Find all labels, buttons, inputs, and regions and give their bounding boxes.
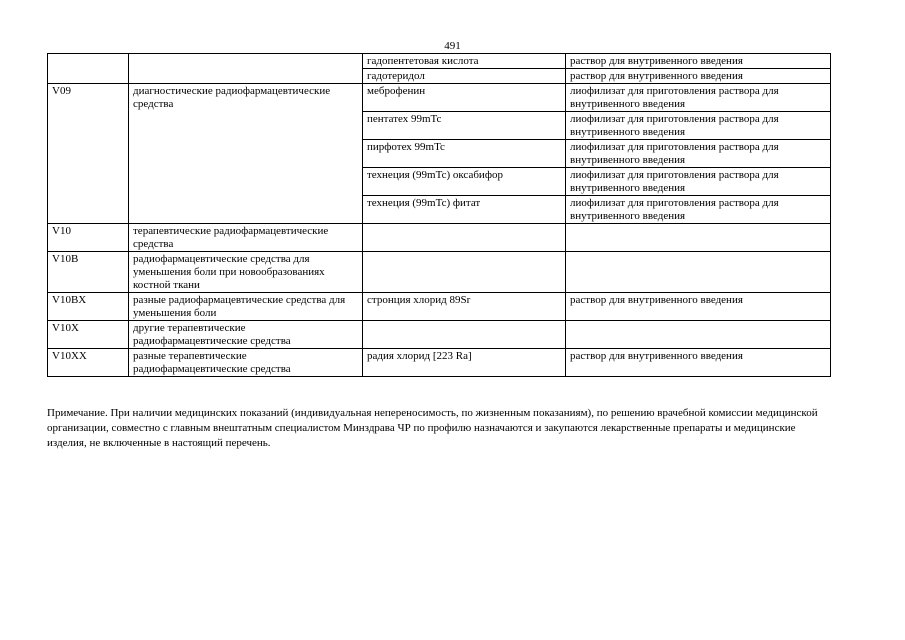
atc-code-cell: V10XX bbox=[48, 349, 129, 377]
table-row bbox=[48, 54, 831, 69]
dosage-form-cell: раствор для внутривенного введения bbox=[566, 349, 831, 377]
drug-name-cell bbox=[363, 252, 566, 293]
table-row bbox=[48, 84, 831, 112]
drug-name-cell: технеция (99mTc) фитат bbox=[363, 196, 566, 224]
table-row bbox=[48, 252, 831, 293]
atc-code-cell: V10 bbox=[48, 224, 129, 252]
dosage-form-cell bbox=[566, 321, 831, 349]
drug-name-cell: технеция (99mTc) оксабифор bbox=[363, 168, 566, 196]
drug-name-cell: пентатех 99mTc bbox=[363, 112, 566, 140]
dosage-form-cell: лиофилизат для приготовления раствора для внутривенного введения bbox=[566, 140, 831, 168]
atc-group-cell: терапевтические радиофармацевтические средства bbox=[129, 224, 363, 252]
table-row bbox=[48, 321, 831, 349]
table-row bbox=[48, 293, 831, 321]
atc-code-cell bbox=[48, 54, 129, 84]
atc-code-cell: V10X bbox=[48, 321, 129, 349]
drug-name-cell bbox=[363, 321, 566, 349]
atc-group-cell: диагностические радиофармацевтические средства bbox=[129, 84, 363, 224]
dosage-form-cell: раствор для внутривенного введения bbox=[566, 69, 831, 84]
atc-group-cell bbox=[129, 54, 363, 84]
drug-name-cell: радия хлорид [223 Ra] bbox=[363, 349, 566, 377]
dosage-form-cell bbox=[566, 224, 831, 252]
drug-name-cell: меброфенин bbox=[363, 84, 566, 112]
dosage-form-cell: раствор для внутривенного введения bbox=[566, 293, 831, 321]
footnote: Примечание. При наличии медицинских показаний (индивидуальная непереносимость, по жизненным показаниям), по решению врачебной комиссии медицинской организации, совместно с главным внештатным специалистом Минздрава ЧР по профилю назначаются и закупаются лекарственные препараты и медицинские изделия, не включенные в настоящий перечень. bbox=[47, 407, 818, 449]
atc-code-cell: V10BX bbox=[48, 293, 129, 321]
drug-table bbox=[47, 53, 831, 377]
atc-group-cell: другие терапевтические радиофармацевтические средства bbox=[129, 321, 363, 349]
atc-code-cell: V09 bbox=[48, 84, 129, 224]
drug-name-cell: стронция хлорид 89Sr bbox=[363, 293, 566, 321]
atc-group-cell: радиофармацевтические средства для уменьшения боли при новообразованиях костной ткани bbox=[129, 252, 363, 293]
dosage-form-cell: лиофилизат для приготовления раствора для внутривенного введения bbox=[566, 168, 831, 196]
drug-name-cell bbox=[363, 224, 566, 252]
table-row bbox=[48, 349, 831, 377]
dosage-form-cell bbox=[566, 252, 831, 293]
atc-group-cell: разные радиофармацевтические средства для уменьшения боли bbox=[129, 293, 363, 321]
drug-name-cell: пирфотех 99mTc bbox=[363, 140, 566, 168]
atc-group-cell: разные терапевтические радиофармацевтические средства bbox=[129, 349, 363, 377]
dosage-form-cell: лиофилизат для приготовления раствора для внутривенного введения bbox=[566, 84, 831, 112]
drug-name-cell: гадопентетовая кислота bbox=[363, 54, 566, 69]
dosage-form-cell: лиофилизат для приготовления раствора для внутривенного введения bbox=[566, 196, 831, 224]
atc-code-cell: V10B bbox=[48, 252, 129, 293]
table-row bbox=[48, 224, 831, 252]
drug-name-cell: гадотеридол bbox=[363, 69, 566, 84]
dosage-form-cell: раствор для внутривенного введения bbox=[566, 54, 831, 69]
dosage-form-cell: лиофилизат для приготовления раствора для внутривенного введения bbox=[566, 112, 831, 140]
page-number: 491 bbox=[444, 40, 461, 52]
